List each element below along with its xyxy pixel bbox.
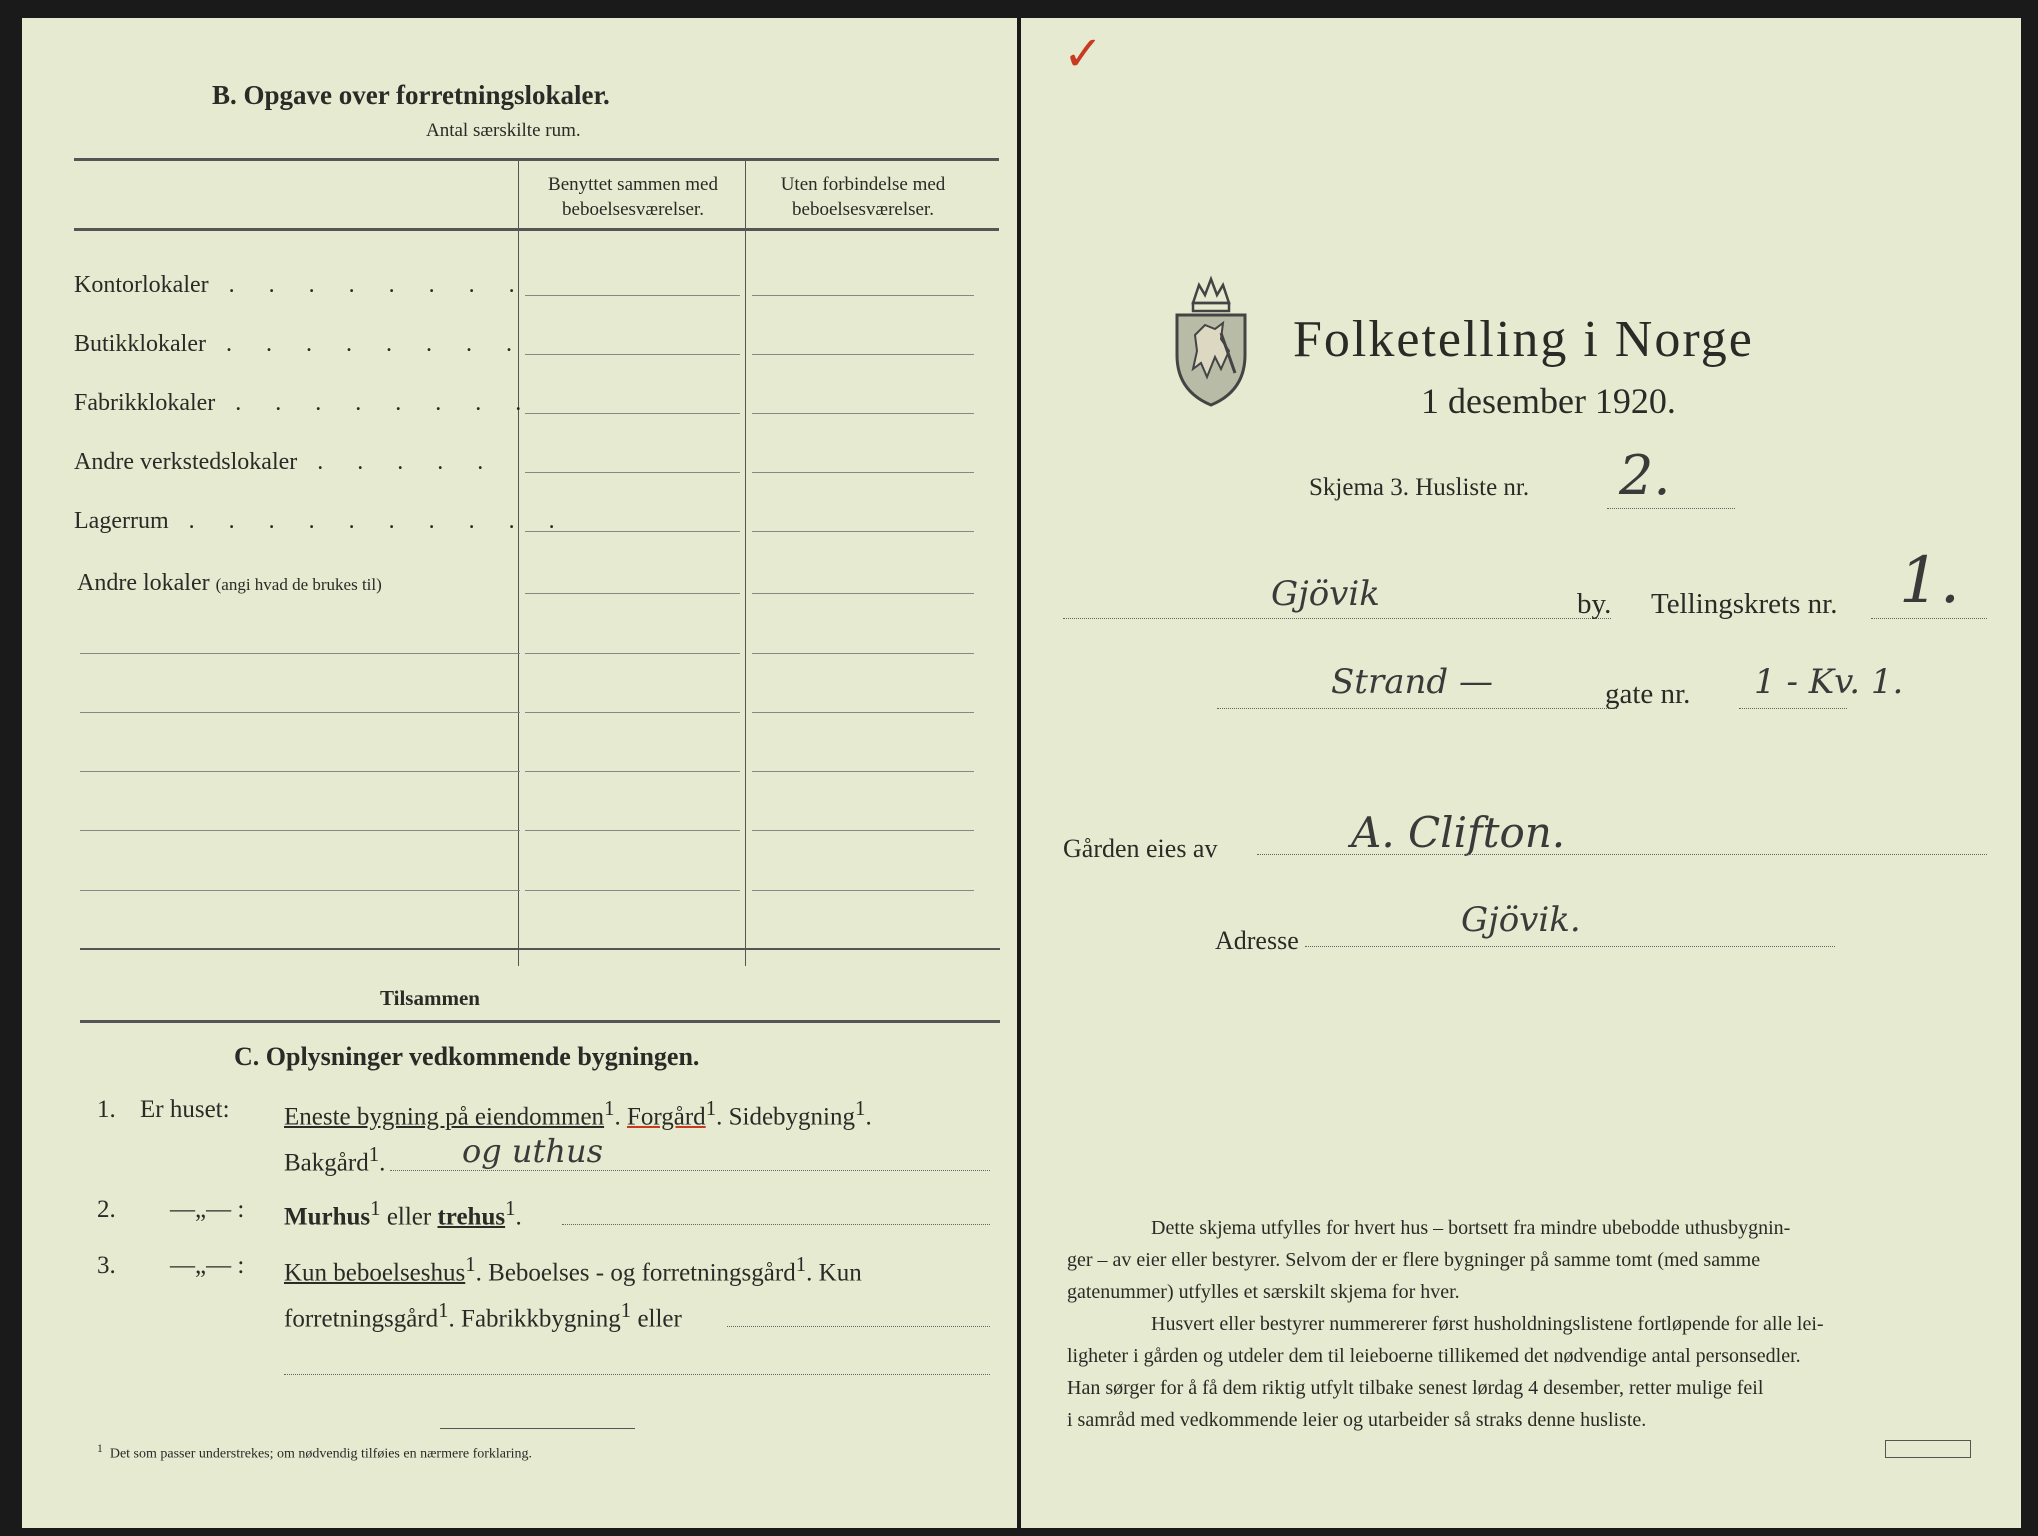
q1-handwritten-answer: og uthus [462, 1132, 604, 1170]
instruction-line: ligheter i gården og utdeler dem til leieboerne tillikemed det nødvendige antal personsedler. [1067, 1345, 1801, 1367]
col-header-2-line1: Uten forbindelse med [780, 174, 946, 195]
q3-number: 3. [97, 1252, 116, 1279]
row-line [525, 653, 740, 654]
blank-row-line [80, 830, 520, 831]
row-label: Kontorlokaler [74, 272, 209, 298]
option-fabrikkbygning[interactable]: Fabrikkbygning [461, 1305, 621, 1333]
page-title: Folketelling i Norge [1293, 311, 1754, 368]
blank-row-line [80, 653, 520, 654]
blank-row-line [80, 890, 520, 891]
row-label: Butikklokaler [74, 331, 206, 357]
row-line [752, 653, 974, 654]
row-line [525, 413, 740, 414]
option-trehus[interactable]: trehus [437, 1203, 506, 1231]
krets-value: 1. [1899, 544, 1961, 618]
instructions [1067, 1212, 1997, 1436]
row-andre-verkstedslokaler: Andre verkstedslokaler . . . . . [74, 449, 498, 475]
footnote [97, 1442, 532, 1463]
row-label: Fabrikklokaler [74, 390, 216, 416]
section-c-title: C. Oplysninger vedkommende bygningen. [234, 1042, 700, 1071]
col-header-2 [749, 172, 977, 222]
option-forgard[interactable]: Forgård [626, 1103, 706, 1131]
q3-or: eller [637, 1305, 682, 1333]
row-kontorlokaler: Kontorlokaler . . . . . . . . [74, 272, 529, 298]
row-line [525, 890, 740, 891]
row-line [752, 830, 974, 831]
blank-row-line [80, 771, 520, 772]
q1-options: Eneste bygning på eiendommen$^1$. Forgård$^1$. Sidebygning$^1$. [284, 1096, 872, 1131]
row-line [525, 712, 740, 713]
check-mark: ✓ [1063, 28, 1104, 81]
row-lagerrum: Lagerrum . . . . . . . . . . [74, 508, 569, 534]
row-label: Lagerrum [74, 508, 169, 534]
owner-line [1257, 854, 1987, 855]
instruction-line: Husvert eller bestyrer nummererer først husholdningslistene fortløpende for alle lei- [1151, 1313, 1824, 1335]
row-line [752, 354, 974, 355]
row-label: Andre verkstedslokaler [74, 449, 298, 475]
krets-line [1871, 618, 1987, 619]
row-line [525, 593, 740, 594]
col-header-2-line2: beboelsesværelser. [792, 199, 934, 220]
table-col-divider-2 [745, 160, 746, 966]
option-murhus[interactable]: Murhus [284, 1203, 371, 1231]
gate-line [1217, 708, 1617, 709]
q3-label: —„— : [170, 1252, 245, 1279]
q3-options: Kun beboelseshus$^1$. Beboelses - og forretningsgård$^1$. Kun [284, 1252, 862, 1287]
row-line [752, 531, 974, 532]
krets-label: Tellingskrets nr. [1651, 588, 1838, 620]
total-label: Tilsammen [380, 986, 480, 1010]
gate-number: 1 - Kv. 1. [1754, 662, 1904, 702]
right-page [1021, 18, 2021, 1528]
owner-label: Gården eies av [1063, 834, 1218, 863]
row-line [752, 712, 974, 713]
q2-number: 2. [97, 1196, 116, 1223]
instruction-line: ger – av eier eller bestyrer. Selvom der er flere bygninger på samme tomt (med samme [1067, 1249, 1761, 1271]
row-andre-lokaler [77, 570, 382, 597]
husliste-line [1607, 508, 1735, 509]
option-bakgard[interactable]: Bakgård [284, 1149, 369, 1177]
row-line [752, 413, 974, 414]
address-value: Gjövik. [1461, 900, 1581, 940]
gate-label: gate nr. [1605, 678, 1691, 710]
option-kun-beboelseshus[interactable]: Kun beboelseshus [284, 1259, 466, 1287]
q3-extra-line [284, 1374, 990, 1375]
blank-row-line [80, 712, 520, 713]
q2-label: —„— : [170, 1196, 245, 1223]
q1-answer-line [390, 1170, 990, 1171]
section-b-subtitle: Antal særskilte rum. [426, 120, 581, 141]
by-value: Gjövik [1271, 574, 1380, 614]
col-header-1 [522, 172, 744, 222]
q3-kun: Kun [818, 1259, 862, 1287]
row-line [525, 472, 740, 473]
option-forretningsgard[interactable]: forretningsgård [284, 1305, 439, 1333]
q3-answer-line [727, 1326, 990, 1327]
row-line [752, 890, 974, 891]
option-beboelses-og-forretningsgard[interactable]: Beboelses - og forretningsgård [488, 1259, 796, 1287]
q1-label: Er huset: [140, 1096, 230, 1123]
instruction-line: gatenummer) utfylles et særskilt skjema for hver. [1067, 1281, 1460, 1303]
option-sidebygning[interactable]: Sidebygning [728, 1103, 856, 1131]
footnote-separator [440, 1428, 635, 1429]
printer-stamp [1885, 1440, 1971, 1458]
gate-number-line [1739, 708, 1847, 709]
q1-line2: Bakgård$^1$. [284, 1142, 386, 1177]
table-top-rule [74, 158, 999, 161]
instruction-line: i samråd med vedkommende leier og utarbeider så straks denne husliste. [1067, 1409, 1647, 1431]
coat-of-arms-icon [1171, 273, 1251, 408]
table-bottom-rule [80, 1020, 1000, 1023]
q1-number: 1. [97, 1096, 116, 1123]
row-line [525, 771, 740, 772]
q2-or: eller [386, 1203, 432, 1231]
row-line [752, 295, 974, 296]
row-butikklokaler: Butikklokaler . . . . . . . . [74, 331, 526, 357]
gate-value: Strand — [1331, 662, 1493, 702]
address-label: Adresse [1215, 926, 1299, 955]
row-line [525, 830, 740, 831]
row-note: (angi hvad de brukes til) [215, 575, 382, 594]
header-bottom-rule [74, 228, 999, 231]
row-line [752, 472, 974, 473]
husliste-number: 2. [1619, 444, 1671, 507]
census-date: 1 desember 1920. [1421, 381, 1676, 421]
instruction-line: Han sørger for å få dem riktig utfylt tilbake senest lørdag 4 desember, retter mulige feil [1067, 1377, 1764, 1399]
q3-line2: forretningsgård$^1$. Fabrikkbygning$^1$ eller [284, 1298, 682, 1333]
row-line [752, 593, 974, 594]
row-label: Andre lokaler [77, 570, 210, 596]
total-top-rule [80, 948, 1000, 950]
skjema-label: Skjema 3. Husliste nr. [1309, 474, 1530, 501]
section-b-title: B. Opgave over forretningslokaler. [212, 80, 610, 110]
row-line [525, 531, 740, 532]
left-page [22, 18, 1017, 1528]
footnote-text: Det som passer understrekes; om nødvendig tilføies en nærmere forklaring. [109, 1446, 533, 1462]
footnote-number: 1 [97, 1442, 103, 1455]
by-label: by. [1577, 588, 1612, 620]
q2-answer-line [562, 1224, 990, 1225]
row-line [525, 295, 740, 296]
option-eneste-bygning[interactable]: Eneste bygning på eiendommen [284, 1103, 605, 1131]
col-header-1-line2: beboelsesværelser. [562, 199, 704, 220]
row-line [752, 771, 974, 772]
col-header-1-line1: Benyttet sammen med [548, 174, 718, 195]
owner-value: A. Clifton. [1351, 808, 1566, 857]
row-line [525, 354, 740, 355]
row-fabrikklokaler: Fabrikklokaler . . . . . . . . [74, 390, 536, 416]
instruction-line: Dette skjema utfylles for hvert hus – bortsett fra mindre ubebodde uthusbygnin- [1151, 1217, 1791, 1239]
by-line [1063, 618, 1611, 619]
address-line [1305, 946, 1835, 947]
q2-options: Murhus$^1$ eller trehus$^1$. [284, 1196, 522, 1231]
